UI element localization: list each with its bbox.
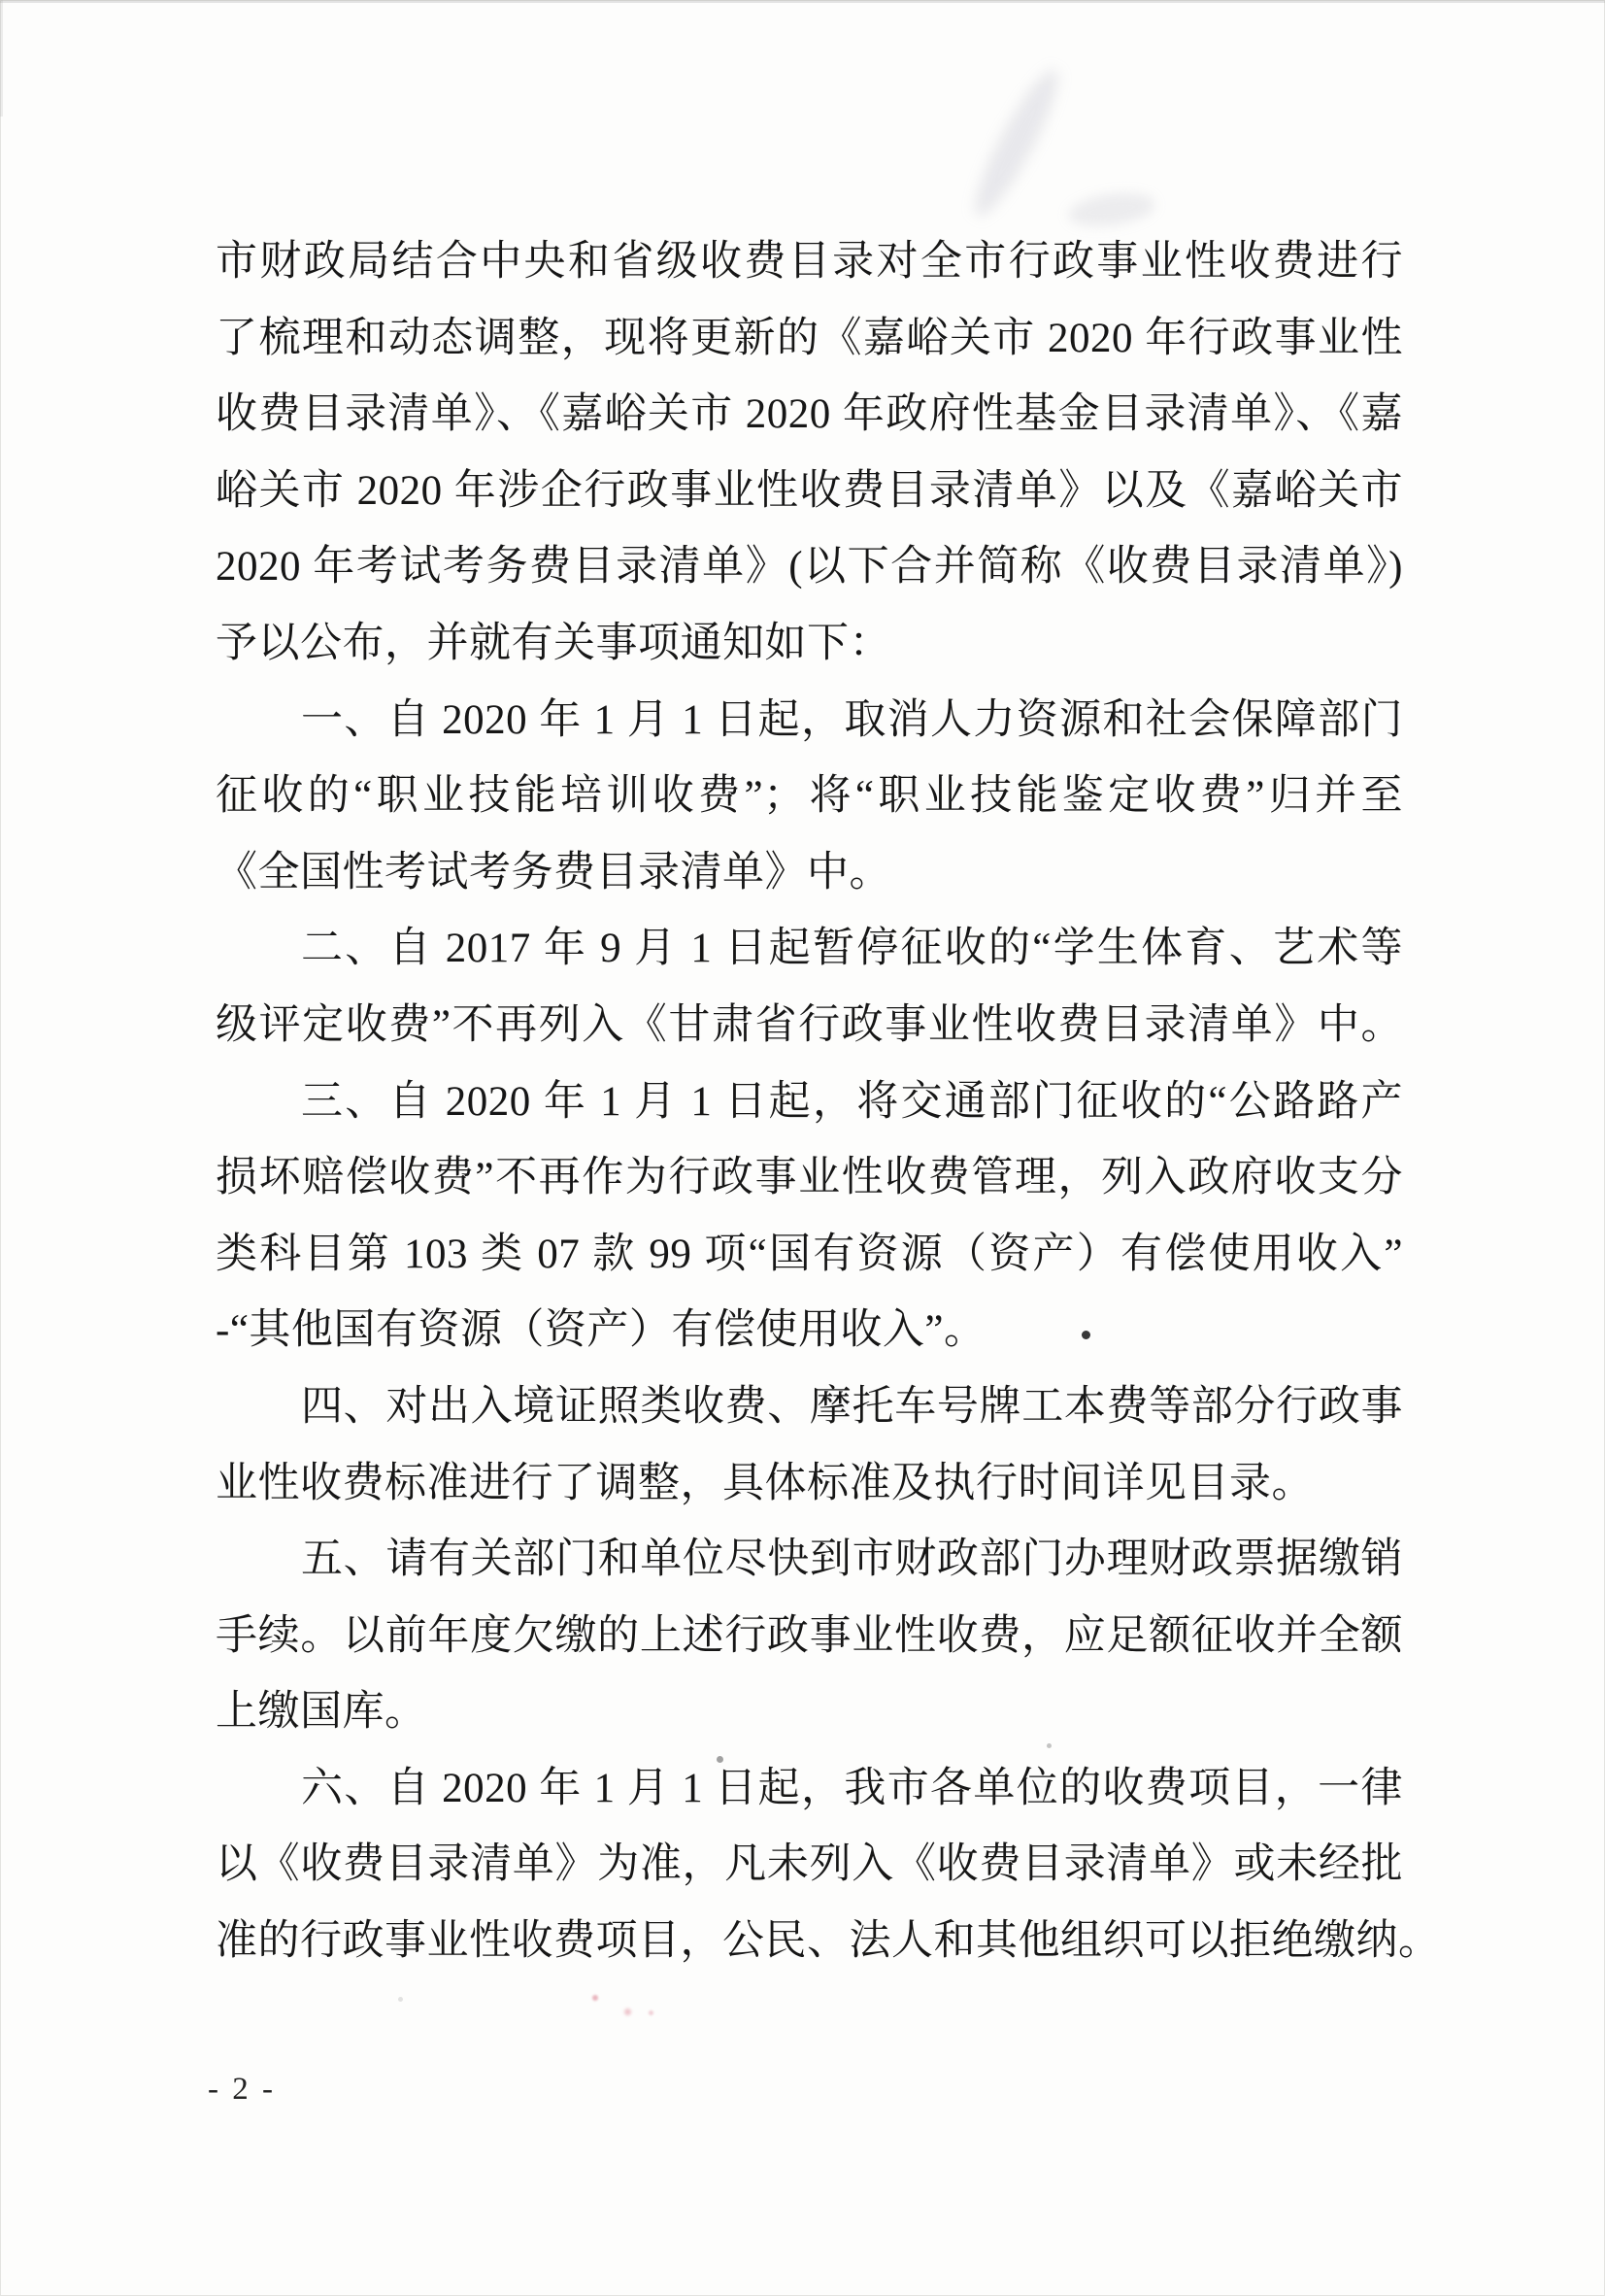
text-line: 损坏赔偿收费”不再作为行政事业性收费管理，列入政府收支分 xyxy=(216,1155,1403,1201)
text-line: 类科目第 103 类 07 款 99 项“国有资源（资产）有偿使用收入” xyxy=(216,1231,1403,1277)
scan-artifact-speck xyxy=(592,1995,598,2001)
text-line: 业性收费标准进行了调整，具体标准及执行时间详见目录。 xyxy=(216,1460,1314,1506)
text-line: 二、自 2017 年 9 月 1 日起暂停征收的“学生体育、艺术等 xyxy=(301,926,1403,972)
text-line: -“其他国有资源（资产）有偿使用收入”。 xyxy=(216,1307,986,1354)
text-line: 征收的“职业技能培训收费”；将“职业技能鉴定收费”归并至 xyxy=(216,773,1403,820)
text-line: 三、自 2020 年 1 月 1 日起，将交通部门征收的“公路路产 xyxy=(301,1078,1403,1125)
text-line: 《全国性考试考务费目录清单》中。 xyxy=(216,849,891,895)
scan-artifact-speck xyxy=(649,2010,653,2015)
text-line: 级评定收费”不再列入《甘肃省行政事业性收费目录清单》中。 xyxy=(216,1001,1403,1048)
text-line: 五、请有关部门和单位尽快到市财政部门办理财政票据缴销 xyxy=(301,1536,1403,1583)
text-line: 准的行政事业性收费项目，公民、法人和其他组织可以拒绝缴纳。 xyxy=(216,1918,1441,1965)
text-line: 市财政局结合中央和省级收费目录对全市行政事业性收费进行 xyxy=(216,239,1403,285)
text-line: 予以公布，并就有关事项通知如下： xyxy=(216,620,891,666)
text-line: 手续。以前年度欠缴的上述行政事业性收费，应足额征收并全额 xyxy=(216,1612,1403,1659)
text-line: 2020 年考试考务费目录清单》(以下合并简称《收费目录清单》) xyxy=(216,544,1403,591)
document-body xyxy=(216,224,1441,1980)
scan-artifact-speck xyxy=(398,1997,403,2002)
scan-artifact-smudge xyxy=(963,62,1070,223)
scan-edge xyxy=(0,0,3,117)
text-line: 四、对出入境证照类收费、摩托车号牌工本费等部分行政事 xyxy=(301,1383,1403,1430)
page-number: - 2 - xyxy=(208,2072,276,2107)
text-line: 六、自 2020 年 1 月 1 日起，我市各单位的收费项目，一律 xyxy=(301,1765,1403,1811)
scan-edge xyxy=(0,0,1605,3)
scan-artifact-speck xyxy=(624,2009,631,2015)
text-line: 以《收费目录清单》为准，凡未列入《收费目录清单》或未经批 xyxy=(216,1841,1403,1888)
text-line: 峪关市 2020 年涉企行政事业性收费目录清单》以及《嘉峪关市 xyxy=(216,467,1403,514)
text-line: 上缴国库。 xyxy=(216,1689,427,1736)
text-line: 一、自 2020 年 1 月 1 日起，取消人力资源和社会保障部门 xyxy=(301,696,1403,743)
text-line: 了梳理和动态调整，现将更新的《嘉峪关市 2020 年行政事业性 xyxy=(216,315,1403,361)
text-line: 收费目录清单》、《嘉峪关市 2020 年政府性基金目录清单》、《嘉 xyxy=(216,391,1403,438)
